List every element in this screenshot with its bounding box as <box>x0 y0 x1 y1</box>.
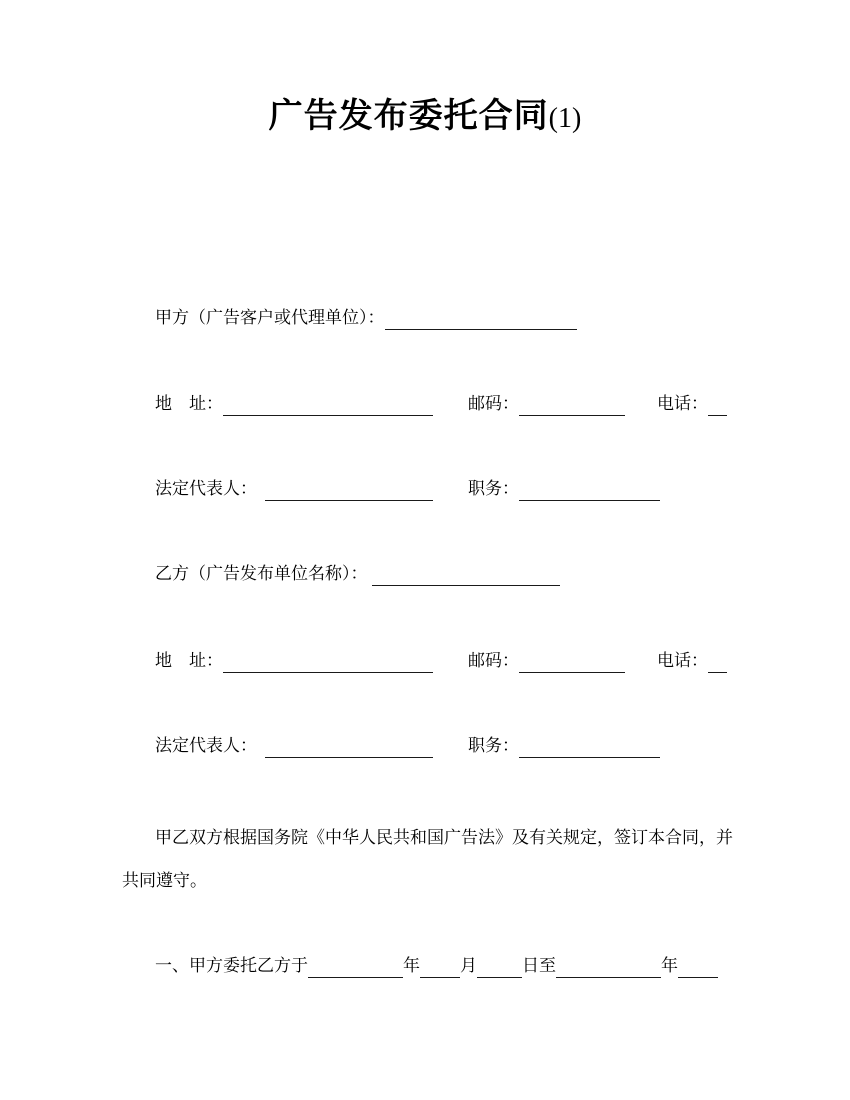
party-b-zip-blank <box>519 653 625 673</box>
spacer <box>433 408 468 409</box>
clause-one-prefix: 一、甲方委托乙方于 <box>155 956 308 975</box>
spacer <box>257 493 265 494</box>
start-year-unit: 年 <box>403 956 420 975</box>
party-b-phone-blank <box>708 653 727 673</box>
party-a-address-label: 地 址： <box>155 394 223 413</box>
start-day-blank <box>477 958 522 978</box>
end-month-blank <box>678 958 718 978</box>
party-a-phone-label: 电话： <box>657 394 708 413</box>
party-b-rep-label: 法定代表人： <box>155 736 257 755</box>
party-a-name-label: 甲方（广告客户或代理单位）： <box>155 308 385 327</box>
end-year-unit: 年 <box>661 956 678 975</box>
party-a-zip-label: 邮码： <box>468 394 519 413</box>
party-b-zip-label: 邮码： <box>468 651 519 670</box>
start-month-unit: 月 <box>460 956 477 975</box>
spacer <box>625 408 657 409</box>
party-a-position-blank <box>519 481 660 501</box>
party-a-position-label: 职务： <box>468 479 519 498</box>
party-a-address-blank <box>223 396 433 416</box>
party-a-address-line <box>155 392 727 416</box>
preamble-line-1: 甲乙双方根据国务院《中华人民共和国广告法》及有关规定，签订本合同，并 <box>155 828 733 847</box>
party-a-zip-blank <box>519 396 625 416</box>
party-b-rep-blank <box>265 738 433 758</box>
spacer <box>433 750 468 751</box>
party-b-address-label: 地 址： <box>155 651 223 670</box>
party-b-address-line <box>155 649 727 673</box>
start-month-blank <box>420 958 460 978</box>
party-a-name-blank <box>385 310 577 330</box>
spacer <box>257 750 265 751</box>
party-a-phone-blank <box>708 396 727 416</box>
party-b-rep-line <box>155 734 660 758</box>
spacer <box>433 493 468 494</box>
clause-one-line <box>155 954 718 978</box>
party-b-name-line <box>155 562 560 586</box>
party-b-name-blank <box>372 566 560 586</box>
party-a-name-line <box>155 306 577 330</box>
start-year-blank <box>308 958 403 978</box>
document-title <box>0 88 850 137</box>
end-year-blank <box>556 958 661 978</box>
party-a-rep-line <box>155 477 660 501</box>
day-to-unit: 日至 <box>522 956 556 975</box>
party-a-rep-label: 法定代表人： <box>155 479 257 498</box>
party-b-address-blank <box>223 653 433 673</box>
party-b-position-blank <box>519 738 660 758</box>
document-title-suffix: (1) <box>548 103 582 134</box>
spacer <box>433 665 468 666</box>
spacer <box>625 665 657 666</box>
preamble-line-2: 共同遵守。 <box>122 871 207 890</box>
party-a-rep-blank <box>265 481 433 501</box>
party-b-phone-label: 电话： <box>657 651 708 670</box>
party-b-position-label: 职务： <box>468 736 519 755</box>
party-b-name-label: 乙方（广告发布单位名称）： <box>155 564 368 583</box>
document-title-text: 广告发布委托合同 <box>268 97 549 135</box>
